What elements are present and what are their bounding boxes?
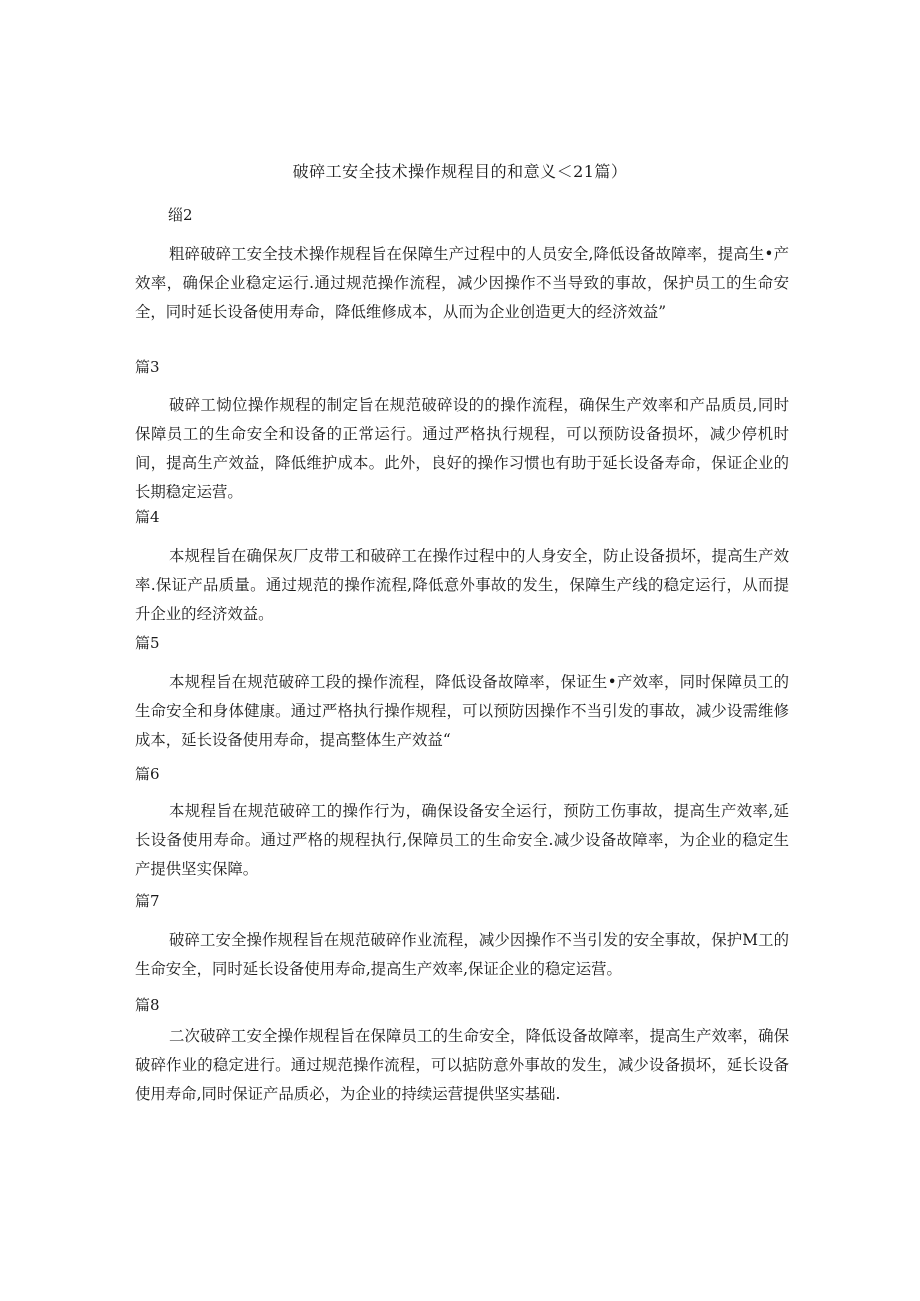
section-heading-7: 篇7 [135,892,160,910]
section-body-7: 破碎工安全操作规程旨在规范破碎作业流程，减少因操作不当引发的安全事故，保护M工的生命安全，同时延长设备使用寿命,提高生产效率,保证企业的稳定运营。 [135,931,789,978]
section-heading-2: 缁2 [168,206,193,224]
section-heading-8: 篇8 [135,996,160,1014]
section-body-5: 本规程旨在规范破碎工段的操作流程，降低设备故障率，保证生•产效率，同时保障员工的生命安全和身体健康。通过严格执行操作规程，可以预防因操作不当引发的事故，减少设需维修成本，延长设备使用寿命，提高整体生产效益“ [135,673,789,749]
section-heading-5: 篇5 [135,634,160,652]
section-body-3: 破碎工恸位操作规程的制定旨在规范破碎设的的操作流程，确保生产效率和产品质员,同时保障员工的生命安全和设备的正常运行。通过严格执行规程，可以预防设备损坏，减少停机时间，提高生产效益，降低维护成本。此外，良好的操作习惯也有助于延长设备寿命，保证企业的长期稳定运营。 [135,396,789,501]
section-heading-4: 篇4 [135,508,160,526]
section-body-6: 本规程旨在规范破碎工的操作行为，确保设备安全运行，预防工伤事故，提高生产效率,延长设备使用寿命。通过严格的规程执行,保障员工的生命安全.减少设备故障率，为企业的稳定生产提供坚实保障。 [135,802,789,878]
section-body-2: 粗碎破碎工安全技术操作规程旨在保障生产过程中的人员安全,降低设备故障率，提高生•产效率，确保企业稳定运行.通过规范操作流程，减少因操作不当导致的事故，保护员工的生命安全，同时延长设备使用寿命，降低维修成本，从而为企业创造更大的经济效益” [135,245,789,321]
section-heading-3: 篇3 [135,358,160,376]
section-body-4: 本规程旨在确保灰厂皮带工和破碎工在操作过程中的人身安全，防止设备损坏，提高生产效率.保证产品质量。通过规范的操作流程,降低意外事故的发生，保障生产线的稳定运行，从而提升企业的经济效益。 [135,547,789,623]
section-heading-6: 篇6 [135,765,160,783]
document-title: 破碎工安全技术操作规程目的和意义＜21篇） [292,162,628,181]
section-body-8: 二次破碎工安全操作规程旨在保障员工的生命安全，降低设备故障率，提高生产效率，确保破碎作业的稳定进行。通过规范操作流程，可以掂防意外事故的发生，减少设备损坏，延长设备使用寿命,同时保证产品质必，为企业的持续运营提供坚实基础. [135,1027,789,1103]
